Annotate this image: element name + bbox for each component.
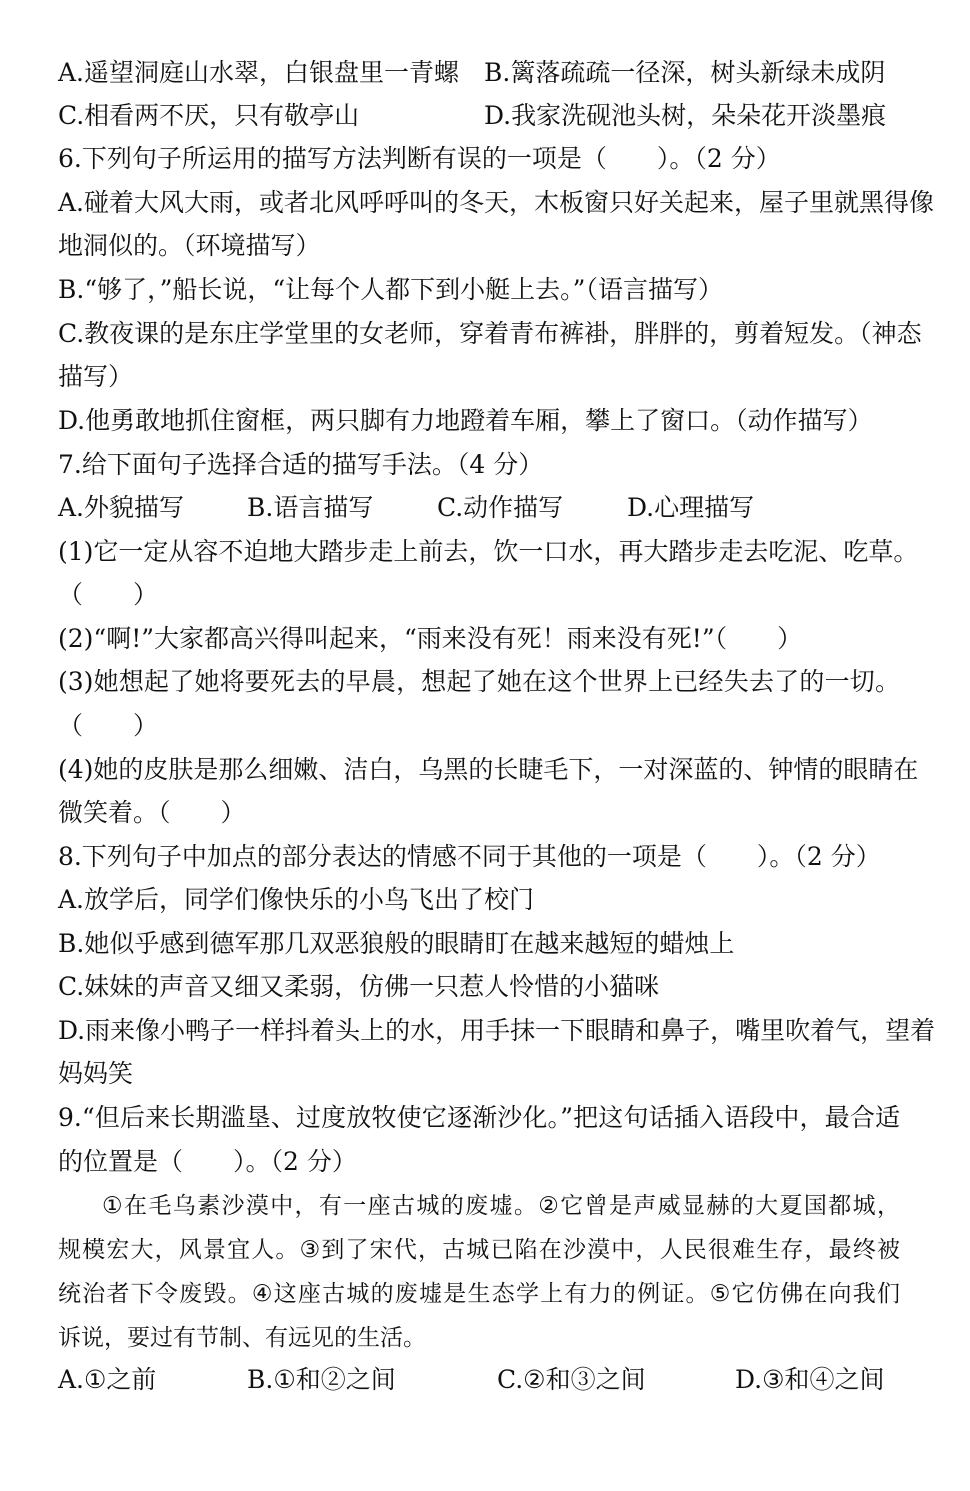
q5-option-d: D.我家洗砚池头树，朵朵花开淡墨痕 <box>484 101 887 130</box>
q6-stem: 6.下列句子所运用的描写方法判断有误的一项是（ ）。（2 分） <box>58 144 781 173</box>
q7-sentence-4-line2: 微笑着。（ ） <box>58 798 246 827</box>
q7-option-a: A.外貌描写 <box>58 493 185 522</box>
q8-option-d-line1: D.雨来像小鸭子一样抖着头上的水，用手抹一下眼睛和鼻子，嘴里吹着气，望着 <box>58 1016 936 1045</box>
q7-sentence-1-blank: （ ） <box>58 580 159 609</box>
q8-option-c: C.妹妹的声音又细又柔弱，仿佛一只惹人怜惜的小猫咪 <box>58 972 660 1001</box>
q7-sentence-3-line1: (3)她想起了她将要死去的早晨，想起了她在这个世界上已经失去了的一切。 <box>58 667 900 696</box>
q6-option-c-line1: C.教夜课的是东庄学堂里的女老师，穿着青布裤褂，胖胖的，剪着短发。（神态 <box>58 319 922 348</box>
q5-option-c: C.相看两不厌，只有敬亭山 <box>58 101 360 130</box>
q9-stem-line1: 9.“但后来长期滥垦、过度放牧使它逐渐沙化。”把这句话插入语段中，最合适 <box>58 1103 900 1132</box>
q7-stem: 7.给下面句子选择合适的描写手法。（4 分） <box>58 450 544 479</box>
q6-option-c-line2: 描写） <box>58 362 134 391</box>
q9-option-d: D.③和④之间 <box>735 1365 885 1394</box>
q9-passage-line3: 统治者下令废毁。④这座古城的废墟是生态学上有力的例证。⑤它仿佛在向我们 <box>58 1281 900 1307</box>
q7-sentence-3-blank: （ ） <box>58 711 159 740</box>
q9-option-c: C.②和③之间 <box>497 1365 646 1394</box>
q9-option-b: B.①和②之间 <box>247 1365 396 1394</box>
q8-option-b: B.她似乎感到德军那几双恶狼般的眼睛盯在越来越短的蜡烛上 <box>58 929 735 958</box>
q7-sentence-1-line1: (1)它一定从容不迫地大踏步走上前去，饮一口水，再大踏步走去吃泥、吃草。 <box>58 537 919 566</box>
q6-option-a-line1: A.碰着大风大雨，或者北风呼呼叫的冬天，木板窗只好关起来，屋子里就黑得像 <box>58 188 935 217</box>
q8-option-d-line2: 妈妈笑 <box>58 1059 134 1088</box>
q8-stem: 8.下列句子中加点的部分表达的情感不同于其他的一项是（ ）。（2 分） <box>58 842 881 871</box>
q9-passage-line4: 诉说，要过有节制、有远见的生活。 <box>58 1325 426 1351</box>
q7-option-d: D.心理描写 <box>627 493 755 522</box>
q7-sentence-2: (2)“啊!”大家都高兴得叫起来，“雨来没有死！雨来没有死!”（ ） <box>58 624 803 653</box>
q7-option-b: B.语言描写 <box>247 493 374 522</box>
q6-option-d: D.他勇敢地抓住窗框，两只脚有力地蹬着车厢，攀上了窗口。（动作描写） <box>58 406 873 435</box>
q9-passage-line1: ①在毛乌素沙漠中，有一座古城的废墟。②它曾是声威显赫的大夏国都城， <box>102 1193 900 1219</box>
q9-stem-line2: 的位置是（ ）。（2 分） <box>58 1147 357 1176</box>
q9-passage-line2: 规模宏大，风景宜人。③到了宋代，古城已陷在沙漠中，人民很难生存，最终被 <box>58 1237 900 1263</box>
q5-option-a: A.遥望洞庭山水翠，白银盘里一青螺 <box>58 58 460 87</box>
q7-option-c: C.动作描写 <box>437 493 564 522</box>
q9-option-a: A.①之前 <box>58 1365 157 1394</box>
q5-option-b: B.篱落疏疏一径深，树头新绿未成阴 <box>484 58 886 87</box>
q8-option-a: A.放学后，同学们像快乐的小鸟飞出了校门 <box>58 885 535 914</box>
q6-option-a-line2: 地洞似的。（环境描写） <box>58 231 321 260</box>
q6-option-b: B.“够了，”船长说，“让每个人都下到小艇上去。”（语言描写） <box>58 275 723 304</box>
q7-sentence-4-line1: (4)她的皮肤是那么细嫩、洁白，乌黑的长睫毛下，一对深蓝的、钟情的眼睛在 <box>58 755 919 784</box>
